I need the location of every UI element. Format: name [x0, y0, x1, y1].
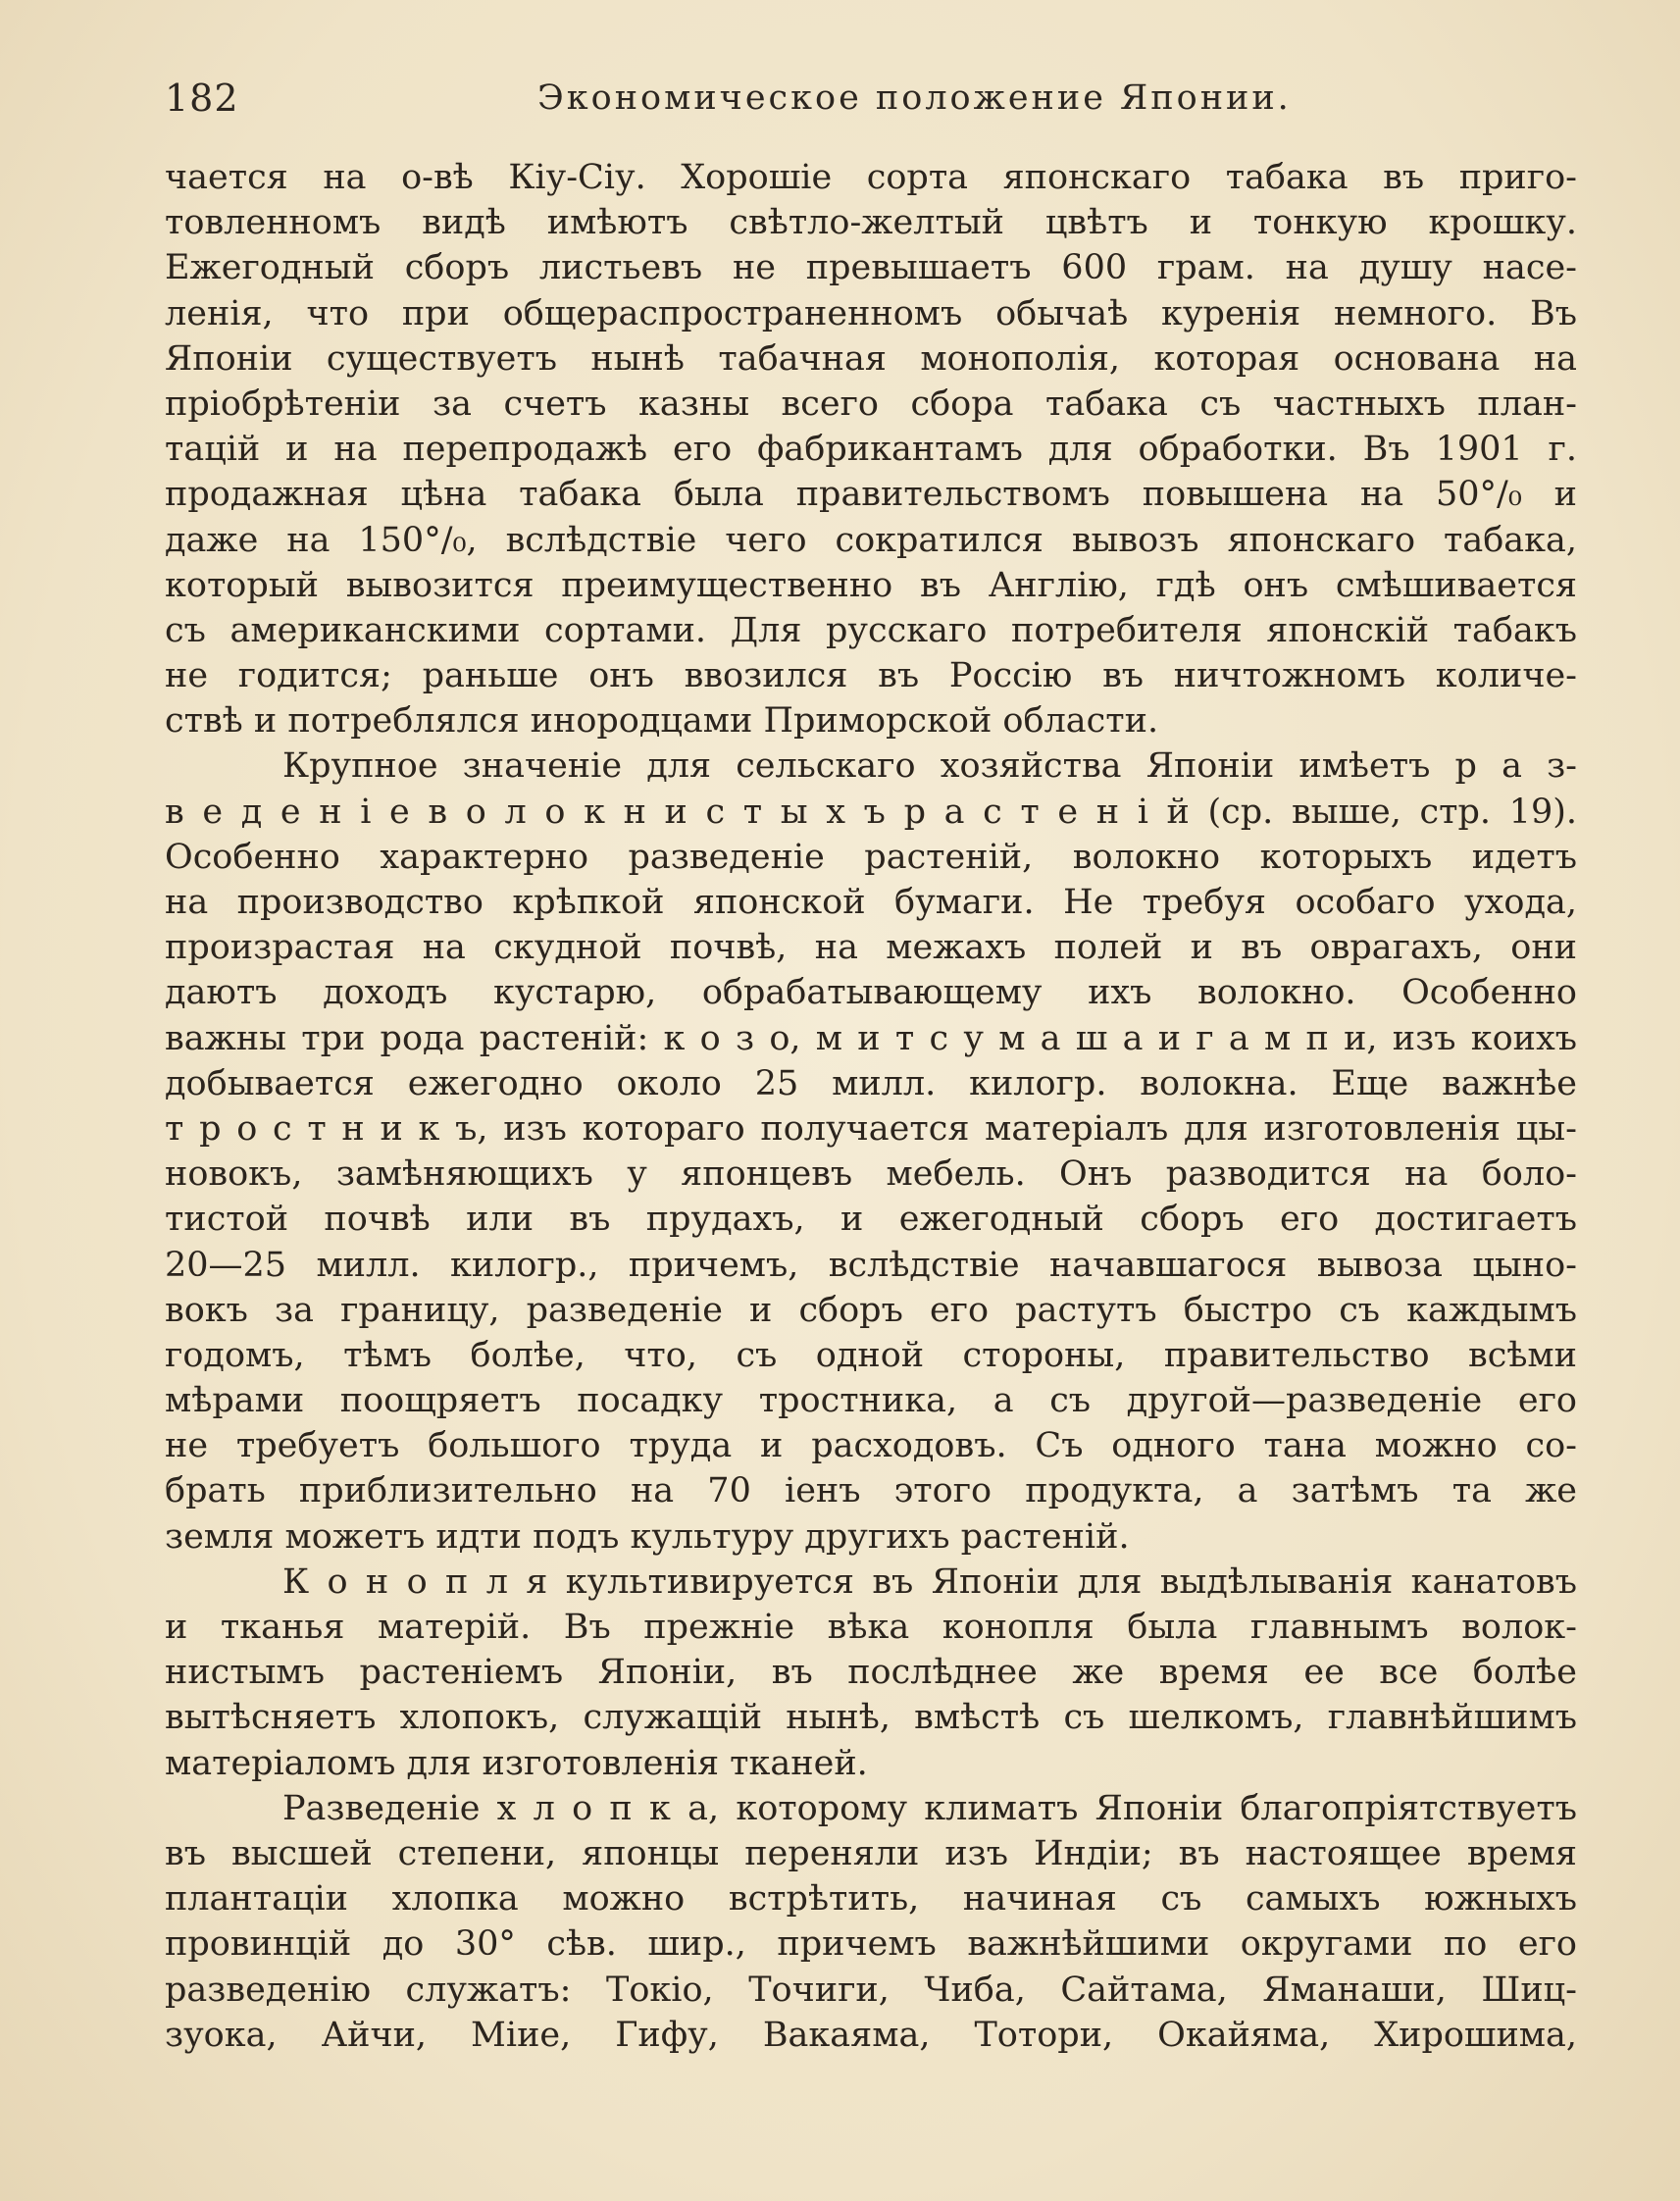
page-header [165, 77, 1577, 131]
text-line: даютъ доходъ кустарю, обрабатывающему ихъ волокно. Особенно [165, 973, 1577, 1013]
text-line: К о н о п л я культивируется въ Японіи для выдѣлыванія канатовъ [282, 1561, 1577, 1602]
text-line: даже на 150°/₀, вслѣдствіе чего сократился вывозъ японскаго табака, [165, 520, 1577, 560]
text-line: пріобрѣтеніи за счетъ казны всего сбора табака съ частныхъ план- [165, 384, 1577, 424]
text-line: товленномъ видѣ имѣютъ свѣтло-желтый цвѣтъ и тонкую крошку. [165, 203, 1577, 243]
body-text [165, 155, 1577, 2058]
running-title: Экономическое положение Японии. [537, 78, 1292, 118]
text-line: новокъ, замѣняющихъ у японцевъ мебель. Онъ разводится на боло- [165, 1154, 1577, 1195]
text-line: съ американскими сортами. Для русскаго потребителя японскій табакъ [165, 610, 1577, 650]
paragraph-tobacco [165, 155, 1577, 743]
text-line: добывается ежегодно около 25 милл. килогр. волокна. Еще важнѣе [165, 1063, 1577, 1103]
text-line: плантаціи хлопка можно встрѣтить, начиная съ самыхъ южныхъ [165, 1879, 1577, 1919]
text-line: тистой почвѣ или въ прудахъ, и ежегодный сборъ его достигаетъ [165, 1200, 1577, 1240]
text-line: на производство крѣпкой японской бумаги. Не требуя особаго ухода, [165, 883, 1577, 922]
text-line: в е д е н і е в о л о к н и с т ы х ъ р а с т е н і й (ср. выше, стр. 19). [165, 792, 1577, 832]
text-line: и тканья матерій. Въ прежніе вѣка конопля была главнымъ волок- [165, 1608, 1577, 1647]
text-line: Разведеніе х л о п к а, которому климатъ Японіи благопріятствуетъ [282, 1788, 1577, 1828]
text-line: провинцій до 30° сѣв. шир., причемъ важнѣйшими округами по его [165, 1924, 1577, 1965]
paragraph-cotton [165, 1786, 1577, 2058]
text-line: мѣрами поощряетъ посадку тростника, а съ другой—разведеніе его [165, 1381, 1577, 1421]
text-line: чается на о-вѣ Кіу-Сіу. Хорошіе сорта японскаго табака въ приго- [165, 158, 1577, 197]
text-line: не требуетъ большого труда и расходовъ. Съ одного тана можно со- [165, 1426, 1577, 1466]
paragraph-hemp [165, 1560, 1577, 1786]
text-line: тацій и на перепродажѣ его фабрикантамъ для обработки. Въ 1901 г. [165, 430, 1577, 470]
text-line: произрастая на скудной почвѣ, на межахъ полей и въ оврагахъ, они [165, 928, 1577, 968]
text-line: ленія, что при общераспространенномъ обычаѣ куренія немного. Въ [165, 293, 1577, 333]
text-line: ствѣ и потреблялся инородцами Приморской области. [165, 701, 1159, 742]
text-line: т р о с т н и к ъ, изъ котораго получается матеріалъ для изготовленія цы- [165, 1108, 1577, 1149]
paragraph-fiber-plants [165, 743, 1577, 1559]
text-line: вокъ за границу, разведеніе и сборъ его растутъ быстро съ каждымъ [165, 1290, 1577, 1330]
text-line: нистымъ растеніемъ Японіи, въ послѣднее же время ее все болѣе [165, 1653, 1577, 1693]
text-line: продажная цѣна табака была правительствомъ повышена на 50°/₀ и [165, 475, 1577, 515]
text-line: Особенно характерно разведеніе растеній, волокно которыхъ идетъ [165, 837, 1577, 877]
text-line: важны три рода растеній: к о з о, м и т с у м а ш а и г а м п и, изъ коихъ [165, 1018, 1577, 1058]
text-line: годомъ, тѣмъ болѣе, что, съ одной стороны, правительство всѣми [165, 1335, 1577, 1375]
text-line: земля можетъ идти подъ культуру другихъ растеній. [165, 1516, 1130, 1557]
text-line: въ высшей степени, японцы переняли изъ Индіи; въ настоящее время [165, 1833, 1577, 1873]
text-line: 20—25 милл. килогр., причемъ, вслѣдствіе начавшагося вывоза цыно- [165, 1245, 1577, 1285]
text-line: вытѣсняетъ хлопокъ, служащій нынѣ, вмѣстѣ съ шелкомъ, главнѣйшимъ [165, 1698, 1577, 1738]
text-line: не годится; раньше онъ ввозился въ Россію въ ничтожномъ количе- [165, 656, 1577, 696]
text-line: зуока, Айчи, Міие, Гифу, Вакаяма, Тотори, Окайяма, Хирошима, [165, 2015, 1577, 2055]
page-number: 182 [165, 77, 239, 120]
text-line: Японіи существуетъ нынѣ табачная монополія, которая основана на [165, 338, 1577, 379]
text-line: брать приблизительно на 70 іенъ этого продукта, а затѣмъ та же [165, 1471, 1577, 1511]
text-line: который вывозится преимущественно въ Англію, гдѣ онъ смѣшивается [165, 565, 1577, 605]
text-line: Ежегодный сборъ листьевъ не превышаетъ 600 грам. на душу насе- [165, 248, 1577, 288]
text-line: разведенію служатъ: Токіо, Точиги, Чиба, Сайтама, Яманаши, Шиц- [165, 1970, 1577, 2010]
text-line: Крупное значеніе для сельскаго хозяйства Японіи имѣетъ р а з- [282, 746, 1577, 787]
text-line: матеріаломъ для изготовленія тканей. [165, 1743, 868, 1783]
